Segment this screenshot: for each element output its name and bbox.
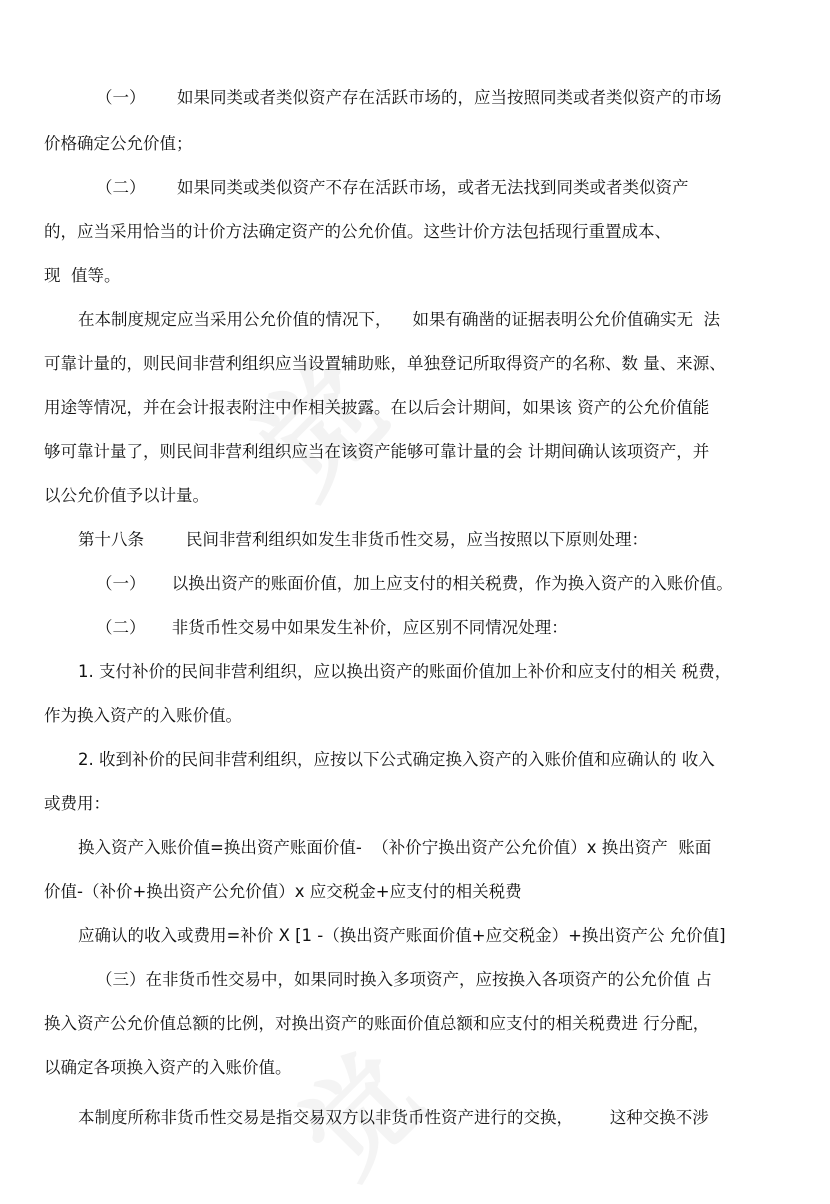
sub-item-1-line-2: 作为换入资产的入账价值。 [44,706,242,725]
article-18-item-3-line-2: 换入资产公允价值总额的比例，对换出资产的账面价值总额和应支付的相关税费进 行分配， [44,1014,710,1033]
formula-2: 应确认的收入或费用=补价 X [1 -（换出资产账面价值+应交税金）+换出资产公 允价值] [78,926,726,945]
paragraph-2-line-3: 现 值等。 [44,266,121,285]
article-18-item-2: （二） 非货币性交易中如果发生补价，应区别不同情况处理： [96,618,568,637]
paragraph-3-line-5: 以公允价值予以计量。 [44,486,209,505]
paragraph-3-line-1: 在本制度规定应当采用公允价值的情况下， 如果有确凿的证据表明公允价值确实无 法 [78,310,720,329]
final-paragraph-line-1: 本制度所称非货币性交易是指交易双方以非货币性资产进行的交换， 这种交换不涉 [78,1108,709,1127]
paragraph-2-line-1: （二） 如果同类或类似资产不存在活跃市场，或者无法找到同类或者类似资产 [96,178,689,197]
paragraph-2-line-2: 的，应当采用恰当的计价方法确定资产的公允价值。这些计价方法包括现行重置成本、 [44,222,671,241]
article-18-item-3-line-1: （三）在非货币性交易中，如果同时换入多项资产，应按换入各项资产的公允价值 占 [96,970,712,989]
sub-item-2-line-1: 2. 收到补价的民间非营利组织，应按以下公式确定换入资产的入账价值和应确认的 收入 [78,750,715,769]
paragraph-3-line-2: 可靠计量的，则民间非营利组织应当设置辅助账，单独登记所取得资产的名称、数 量、来源、 [44,354,726,373]
sub-item-2-line-2: 或费用： [44,794,110,813]
paragraph-1-line-1: （一） 如果同类或者类似资产存在活跃市场的，应当按照同类或者类似资产的市场 [96,88,722,107]
paragraph-3-line-4: 够可靠计量了，则民间非营利组织应当在该资产能够可靠计量的会 计期间确认该项资产，并 [44,442,710,461]
formula-1-line-1: 换入资产入账价值=换出资产账面价值- （补价宁换出资产公允价值）x 换出资产 账面 [78,838,712,857]
article-18-item-1: （一） 以换出资产的账面价值，加上应支付的相关税费，作为换入资产的入账价值。 [96,574,733,593]
paragraph-1-line-2: 价格确定公允价值； [44,134,193,153]
article-18-item-3-line-3: 以确定各项换入资产的入账价值。 [44,1058,292,1077]
formula-1-line-2: 价值-（补价+换出资产公允价值）x 应交税金+应支付的相关税费 [44,882,522,901]
article-18-heading: 第十八条 民间非营利组织如发生非货币性交易，应当按照以下原则处理： [78,530,648,549]
sub-item-1-line-1: 1. 支付补价的民间非营利组织，应以换出资产的账面价值加上补价和应支付的相关 税费， [78,662,732,681]
paragraph-3-line-3: 用途等情况，并在会计报表附注中作相关披露。在以后会计期间，如果该 资产的公允价值能 [44,398,710,417]
